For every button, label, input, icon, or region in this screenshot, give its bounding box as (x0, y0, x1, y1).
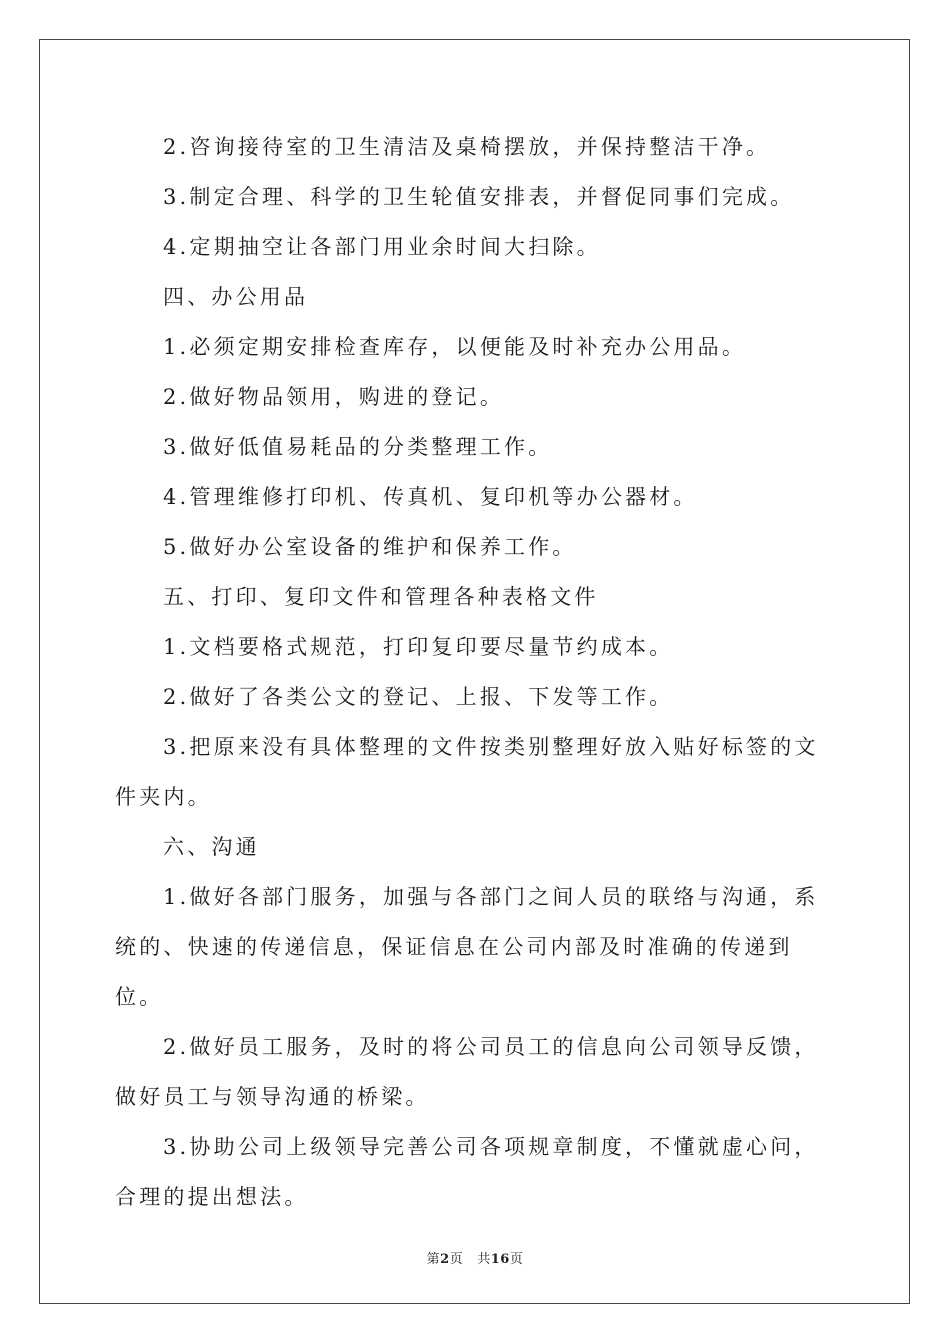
section-heading: 四、办公用品 (163, 285, 309, 309)
page-number: 2 (440, 1252, 450, 1267)
page-prefix: 第 (426, 1252, 441, 1267)
paragraph: 4.定期抽空让各部门用业余时间大扫除。 (163, 235, 601, 259)
paragraph: 1.必须定期安排检查库存，以便能及时补充办公用品。 (163, 335, 747, 359)
paragraph: 2.做好员工服务，及时的将公司员工的信息向公司领导反馈，做好员工与领导沟通的桥梁。 (115, 1035, 819, 1109)
page-footer (0, 1248, 950, 1267)
paragraph: 2.做好了各类公文的登记、上报、下发等工作。 (163, 685, 674, 709)
paragraph: 3.协助公司上级领导完善公司各项规章制度，不懂就虚心问，合理的提出想法。 (115, 1135, 819, 1209)
paragraph: 1.文档要格式规范，打印复印要尽量节约成本。 (163, 635, 674, 659)
total-pages: 16 (490, 1252, 510, 1267)
section-heading: 五、打印、复印文件和管理各种表格文件 (163, 585, 599, 609)
total-suffix: 页 (509, 1252, 524, 1267)
paragraph: 4.管理维修打印机、传真机、复印机等办公器材。 (163, 485, 698, 509)
total-prefix: 共 (477, 1252, 491, 1267)
paragraph: 1.做好各部门服务，加强与各部门之间人员的联络与沟通，系统的、快速的传递信息，保证信息在公司内部及时准确的传递到位。 (115, 885, 819, 1009)
document-body (115, 122, 835, 1222)
paragraph: 3.做好低值易耗品的分类整理工作。 (163, 435, 553, 459)
page-suffix: 页 (449, 1252, 464, 1267)
paragraph: 5.做好办公室设备的维护和保养工作。 (163, 535, 577, 559)
paragraph: 3.制定合理、科学的卫生轮值安排表，并督促同事们完成。 (163, 185, 795, 209)
paragraph: 2.咨询接待室的卫生清洁及桌椅摆放，并保持整洁干净。 (163, 135, 771, 159)
paragraph: 2.做好物品领用，购进的登记。 (163, 385, 505, 409)
paragraph: 3.把原来没有具体整理的文件按类别整理好放入贴好标签的文件夹内。 (115, 735, 819, 809)
section-heading: 六、沟通 (163, 835, 260, 859)
